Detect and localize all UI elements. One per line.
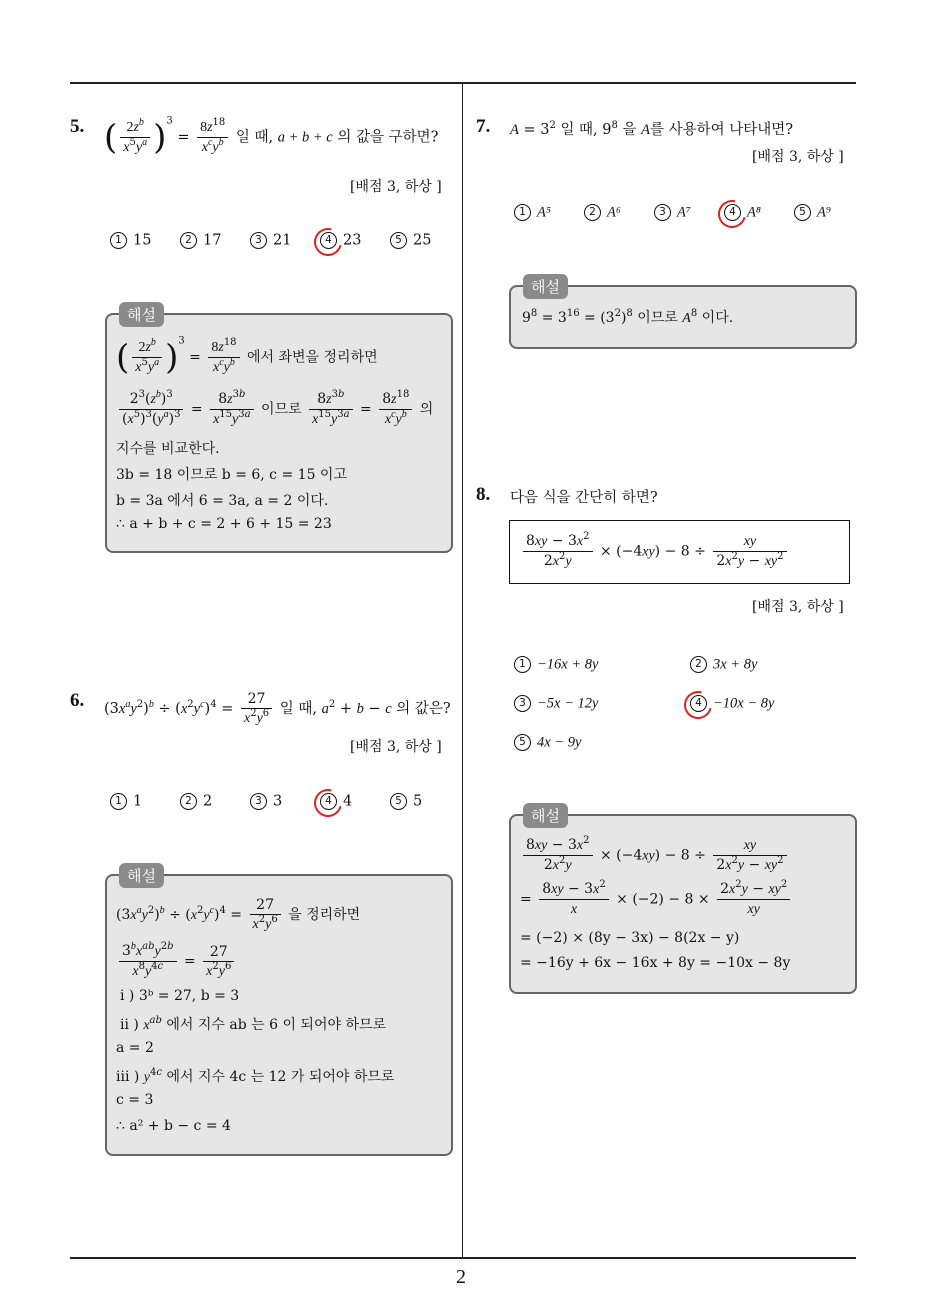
choice-mark: 3 bbox=[250, 793, 267, 810]
choice-mark: 2 bbox=[690, 656, 707, 673]
problem-8-choice-4[interactable]: 4 −10x − 8y bbox=[690, 695, 774, 713]
problem-6-ask: 의 값은? bbox=[396, 701, 451, 717]
column-divider bbox=[462, 84, 463, 1258]
problem-6-choice-1[interactable]: 1 1 bbox=[110, 793, 142, 810]
problem-7-choice-4[interactable]: 4 A⁸ bbox=[724, 204, 761, 222]
solution-line: a = 2 bbox=[116, 1040, 154, 1056]
solution-line: $(3x^ay^2)^b \div (x^2y^c)^4$ = $\frac{27}{x^2y^6}$ 을 정리하면 bbox=[116, 897, 361, 932]
problem-8-number: 8. bbox=[476, 484, 491, 505]
problem-7-meta: [배점 3, 하상 ] bbox=[752, 149, 844, 165]
solution-line: $\frac{2^3(z^b)^3}{(x^5)^3(y^a)^3}$ = $\frac{8z^{3b}}{x^{15}y^{3a}}$ 이므로 $\frac{8z^{3b}}{x^{15}y^{3a}}$ = $\frac{8z^{18}}{x^cy^b}$ 의 bbox=[116, 390, 433, 429]
problem-7-choice-2[interactable]: 2 A⁶ bbox=[584, 204, 621, 222]
choice-mark: 5 bbox=[514, 734, 531, 751]
bottom-rule bbox=[70, 1257, 856, 1259]
problem-8-choice-1[interactable]: 1 −16x + 8y bbox=[514, 656, 598, 674]
problem-5-solution-tab: 해설 bbox=[119, 302, 164, 327]
top-rule bbox=[70, 82, 856, 84]
choice-mark: 3 bbox=[514, 695, 531, 712]
problem-6-choice-2[interactable]: 2 2 bbox=[180, 793, 212, 810]
problem-5-sum: a + b + c bbox=[277, 129, 333, 146]
problem-7-choice-5[interactable]: 5 A⁹ bbox=[794, 204, 831, 222]
choice-mark: 1 bbox=[110, 793, 127, 810]
solution-line: ∴ a + b + c = 2 + 6 + 15 = 23 bbox=[116, 516, 332, 532]
problem-5-choice-1[interactable]: 1 15 bbox=[110, 232, 151, 249]
answer-mark bbox=[679, 686, 717, 724]
choice-mark: 3 bbox=[250, 232, 267, 249]
choice-mark: 1 bbox=[514, 204, 531, 221]
page-number: 2 bbox=[456, 1266, 466, 1288]
answer-mark bbox=[309, 223, 347, 261]
choice-mark: 4 bbox=[320, 793, 337, 810]
problem-5-number: 5. bbox=[70, 116, 85, 137]
problem-7-choice-3[interactable]: 3 A⁷ bbox=[654, 204, 691, 222]
solution-line: $\frac{8xy - 3x^2}{2x^2y}$ × (−4xy) − 8 ÷ $\frac{xy}{2x^2y - xy^2}$ bbox=[520, 836, 790, 875]
problem-8-choice-3[interactable]: 3 −5x − 12y bbox=[514, 695, 598, 713]
solution-line: iii ) $y^{4c}$ 에서 지수 4c 는 12 가 되어야 하므로 bbox=[116, 1067, 395, 1085]
problem-7-solution-tab: 해설 bbox=[523, 274, 568, 299]
problem-8-meta: [배점 3, 하상 ] bbox=[752, 599, 844, 615]
solution-line: b = 3a 에서 6 = 3a, a = 2 이다. bbox=[116, 493, 329, 509]
problem-8-choice-2[interactable]: 2 3x + 8y bbox=[690, 656, 757, 674]
problem-6-solution-tab: 해설 bbox=[119, 863, 164, 888]
problem-5-choice-3[interactable]: 3 21 bbox=[250, 232, 291, 249]
solution-line: ∴ a² + b − c = 4 bbox=[116, 1118, 231, 1134]
solution-line: $\frac{3^bx^{ab}y^{2b}}{x^8y^{4c}}$ = $\frac{27}{x^2y^6}$ bbox=[116, 942, 237, 981]
problem-8-expression: $\frac{8xy - 3x^2}{2x^2y}$ × (−4xy) − 8 ÷ $\frac{xy}{2x^2y - xy^2}$ bbox=[520, 532, 790, 571]
problem-7-statement: $A = 3^2$ 일 때, $9^8$ 을 A를 사용하여 나타내면? bbox=[510, 120, 794, 138]
choice-mark: 1 bbox=[110, 232, 127, 249]
solution-line: $9^8 = 3^{16} = (3^2)^8$ 이므로 $A^8$ 이다. bbox=[522, 308, 734, 326]
problem-8-statement: 다음 식을 간단히 하면? bbox=[510, 490, 658, 506]
solution-line: = −16y + 6x − 16x + 8y = −10x − 8y bbox=[520, 955, 791, 971]
problem-5-choice-5[interactable]: 5 25 bbox=[390, 232, 431, 249]
choice-mark: 2 bbox=[180, 793, 197, 810]
answer-mark bbox=[309, 784, 347, 822]
problem-5-ask: 의 값을 구하면? bbox=[337, 129, 439, 146]
choice-mark: 4 bbox=[724, 204, 741, 221]
answer-mark bbox=[713, 195, 751, 233]
problem-7-number: 7. bbox=[476, 116, 491, 137]
choice-mark: 3 bbox=[654, 204, 671, 221]
problem-5-statement: ( $\frac{2z^b}{x^5y^a}$ )$^3$ = $\frac{8z^{18}}{x^cy^b}$ 일 때, a + b + c 의 값을 구하면? bbox=[104, 115, 439, 158]
choice-mark: 4 bbox=[320, 232, 337, 249]
solution-line: 3b = 18 이므로 b = 6, c = 15 이고 bbox=[116, 467, 347, 483]
choice-mark: 5 bbox=[390, 232, 407, 249]
choice-mark: 2 bbox=[180, 232, 197, 249]
solution-line: = $\frac{8xy - 3x^2}{x}$ × (−2) − 8 × $\frac{2x^2y - xy^2}{xy}$ bbox=[520, 880, 793, 919]
solution-line: ( $\frac{2z^b}{x^5y^a}$ )$^3$ = $\frac{8z^{18}}{x^cy^b}$ 에서 좌변을 정리하면 bbox=[116, 335, 378, 378]
problem-8-solution-tab: 해설 bbox=[523, 803, 568, 828]
problem-7-choice-1[interactable]: 1 A⁵ bbox=[514, 204, 551, 222]
problem-6-choice-4[interactable]: 4 4 bbox=[320, 793, 352, 810]
problem-6-choice-5[interactable]: 5 5 bbox=[390, 793, 422, 810]
problem-6-meta: [배점 3, 하상 ] bbox=[350, 739, 442, 755]
problem-6-choice-3[interactable]: 3 3 bbox=[250, 793, 282, 810]
choice-mark: 1 bbox=[514, 656, 531, 673]
solution-line: = (−2) × (8y − 3x) − 8(2x − y) bbox=[520, 930, 740, 946]
problem-8-choice-5[interactable]: 5 4x − 9y bbox=[514, 734, 581, 752]
choice-mark: 5 bbox=[794, 204, 811, 221]
choice-mark: 4 bbox=[690, 695, 707, 712]
problem-6-when: 일 때, bbox=[279, 701, 317, 717]
solution-line: c = 3 bbox=[116, 1092, 154, 1108]
choice-mark: 2 bbox=[584, 204, 601, 221]
solution-line: ii ) $x^{ab}$ 에서 지수 ab 는 6 이 되어야 하므로 bbox=[120, 1015, 387, 1033]
choice-mark: 5 bbox=[390, 793, 407, 810]
solution-line: 지수를 비교한다. bbox=[116, 441, 220, 457]
problem-6-statement: $(3x^ay^2)^b \div (x^2y^c)^4$ = $\frac{27}{x^2y^6}$ 일 때, $a^2 + b - c$ 의 값은? bbox=[104, 691, 451, 726]
solution-line: i ) 3ᵇ = 27, b = 3 bbox=[120, 988, 240, 1004]
problem-6-number: 6. bbox=[70, 690, 85, 711]
problem-5-choice-2[interactable]: 2 17 bbox=[180, 232, 221, 249]
problem-5-choice-4[interactable]: 4 23 bbox=[320, 232, 361, 249]
problem-5-when: 일 때, bbox=[235, 129, 274, 146]
problem-5-meta: [배점 3, 하상 ] bbox=[350, 179, 442, 195]
